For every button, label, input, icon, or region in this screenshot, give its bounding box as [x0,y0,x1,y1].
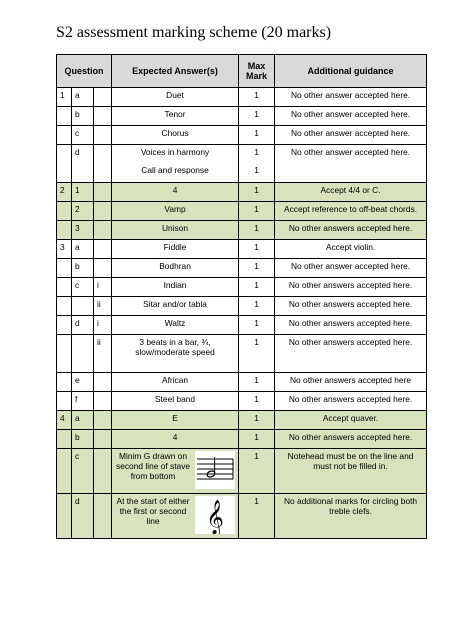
question-subpart [94,411,112,430]
guidance: No other answers accepted here. [275,335,427,373]
question-subpart [94,88,112,107]
question-part: 3 [72,221,94,240]
question-subpart [94,240,112,259]
minim-g-stave-icon [195,451,235,491]
expected-answer-line: Voices in harmony [140,147,210,157]
max-mark: 1 [239,297,275,316]
table-row [57,145,427,183]
question-number [57,126,72,145]
question-subpart [94,494,112,539]
question-part [72,335,94,373]
question-part: c [72,449,94,494]
table-row [57,392,427,411]
question-part: f [72,392,94,411]
guidance: No other answers accepted here. [275,278,427,297]
question-number [57,316,72,335]
max-mark: 1 [239,373,275,392]
guidance: No other answer accepted here. [275,145,427,183]
question-subpart [94,183,112,202]
max-mark [239,145,275,183]
max-mark-line: 1 [254,165,259,175]
expected-answer: Indian [112,278,239,297]
max-mark-line: 1 [254,147,259,157]
guidance: No additional marks for circling both treble clefs. [275,494,427,539]
guidance: No other answers accepted here [275,373,427,392]
question-number [57,145,72,183]
expected-answer: E [112,411,239,430]
expected-answer: Chorus [112,126,239,145]
expected-answer: Sitar and/or tabla [112,297,239,316]
treble-clef-icon [195,496,235,536]
question-number [57,221,72,240]
table-row [57,411,427,430]
question-number: 3 [57,240,72,259]
table-row [57,449,427,494]
question-subpart [94,430,112,449]
guidance: Notehead must be on the line and must not be filled in. [275,449,427,494]
guidance: No other answer accepted here. [275,259,427,278]
question-part: b [72,430,94,449]
table-row [57,373,427,392]
question-subpart: ii [94,297,112,316]
max-mark: 1 [239,430,275,449]
guidance: No other answers accepted here. [275,221,427,240]
max-mark: 1 [239,411,275,430]
max-mark: 1 [239,221,275,240]
question-part: c [72,278,94,297]
max-mark: 1 [239,449,275,494]
table-row [57,202,427,221]
document-title: S2 assessment marking scheme (20 marks) [56,24,332,41]
question-part: d [72,494,94,539]
max-mark: 1 [239,259,275,278]
question-part: b [72,259,94,278]
guidance: No other answer accepted here. [275,107,427,126]
header-expected-answers: Expected Answer(s) [112,55,239,88]
expected-answer: Vamp [112,202,239,221]
question-part: a [72,240,94,259]
question-number [57,430,72,449]
question-number [57,335,72,373]
table-row [57,316,427,335]
max-mark: 1 [239,126,275,145]
expected-answer-text: At the start of either the first or second line [116,496,190,526]
table-row [57,107,427,126]
guidance: No other answer accepted here. [275,126,427,145]
guidance: Accept reference to off-beat chords. [275,202,427,221]
question-number [57,494,72,539]
expected-answer: Fiddle [112,240,239,259]
max-mark: 1 [239,316,275,335]
question-part: a [72,88,94,107]
expected-answer: Duet [112,88,239,107]
guidance: Accept violin. [275,240,427,259]
question-number [57,392,72,411]
table-row [57,430,427,449]
max-mark: 1 [239,88,275,107]
header-max-mark: Max Mark [239,55,275,88]
expected-answer: 3 beats in a bar, ¾, slow/moderate speed [112,335,239,373]
question-number: 4 [57,411,72,430]
max-mark: 1 [239,392,275,411]
expected-answer: Bodhran [112,259,239,278]
question-subpart: i [94,316,112,335]
guidance: No other answers accepted here. [275,316,427,335]
question-subpart [94,145,112,183]
question-subpart [94,449,112,494]
question-subpart [94,126,112,145]
guidance: No other answer accepted here. [275,88,427,107]
max-mark: 1 [239,494,275,539]
expected-answer: Steel band [112,392,239,411]
question-number: 1 [57,88,72,107]
table-row [57,126,427,145]
table-row [57,88,427,107]
question-subpart: ii [94,335,112,373]
question-subpart [94,221,112,240]
question-number [57,259,72,278]
guidance: No other answers accepted here. [275,430,427,449]
expected-answer [112,145,239,183]
table-row [57,335,427,373]
question-number [57,202,72,221]
question-part: 1 [72,183,94,202]
question-subpart [94,202,112,221]
table-row [57,494,427,539]
question-number: 2 [57,183,72,202]
question-part [72,297,94,316]
table-header-row [57,55,427,88]
question-number [57,449,72,494]
header-question: Question [57,55,112,88]
question-subpart [94,107,112,126]
question-part: d [72,145,94,183]
table-row [57,259,427,278]
question-part: b [72,107,94,126]
guidance: No other answers accepted here. [275,392,427,411]
question-part: e [72,373,94,392]
expected-answer: Tenor [112,107,239,126]
expected-answer [112,494,239,539]
max-mark: 1 [239,278,275,297]
question-part: 2 [72,202,94,221]
expected-answer: 4 [112,183,239,202]
expected-answer: Waltz [112,316,239,335]
question-subpart [94,392,112,411]
svg-text:𝄞: 𝄞 [206,500,224,534]
max-mark: 1 [239,183,275,202]
table-row [57,278,427,297]
question-number [57,107,72,126]
expected-answer: Unison [112,221,239,240]
header-additional-guidance: Additional guidance [275,55,427,88]
question-part: d [72,316,94,335]
question-number [57,373,72,392]
question-part: c [72,126,94,145]
question-part: a [72,411,94,430]
max-mark: 1 [239,240,275,259]
expected-answer: 4 [112,430,239,449]
expected-answer-text: Minim G drawn on second line of stave from bottom [116,451,191,481]
question-subpart: i [94,278,112,297]
max-mark: 1 [239,107,275,126]
guidance: Accept 4/4 or C. [275,183,427,202]
expected-answer: African [112,373,239,392]
table-row [57,221,427,240]
guidance: No other answers accepted here. [275,297,427,316]
expected-answer [112,449,239,494]
max-mark: 1 [239,335,275,373]
question-number [57,278,72,297]
question-number [57,297,72,316]
question-subpart [94,259,112,278]
table-row [57,297,427,316]
table-row [57,240,427,259]
marking-scheme-table [56,54,427,539]
max-mark: 1 [239,202,275,221]
expected-answer-line: Call and response [141,165,209,175]
table-row [57,183,427,202]
question-subpart [94,373,112,392]
guidance: Accept quaver. [275,411,427,430]
